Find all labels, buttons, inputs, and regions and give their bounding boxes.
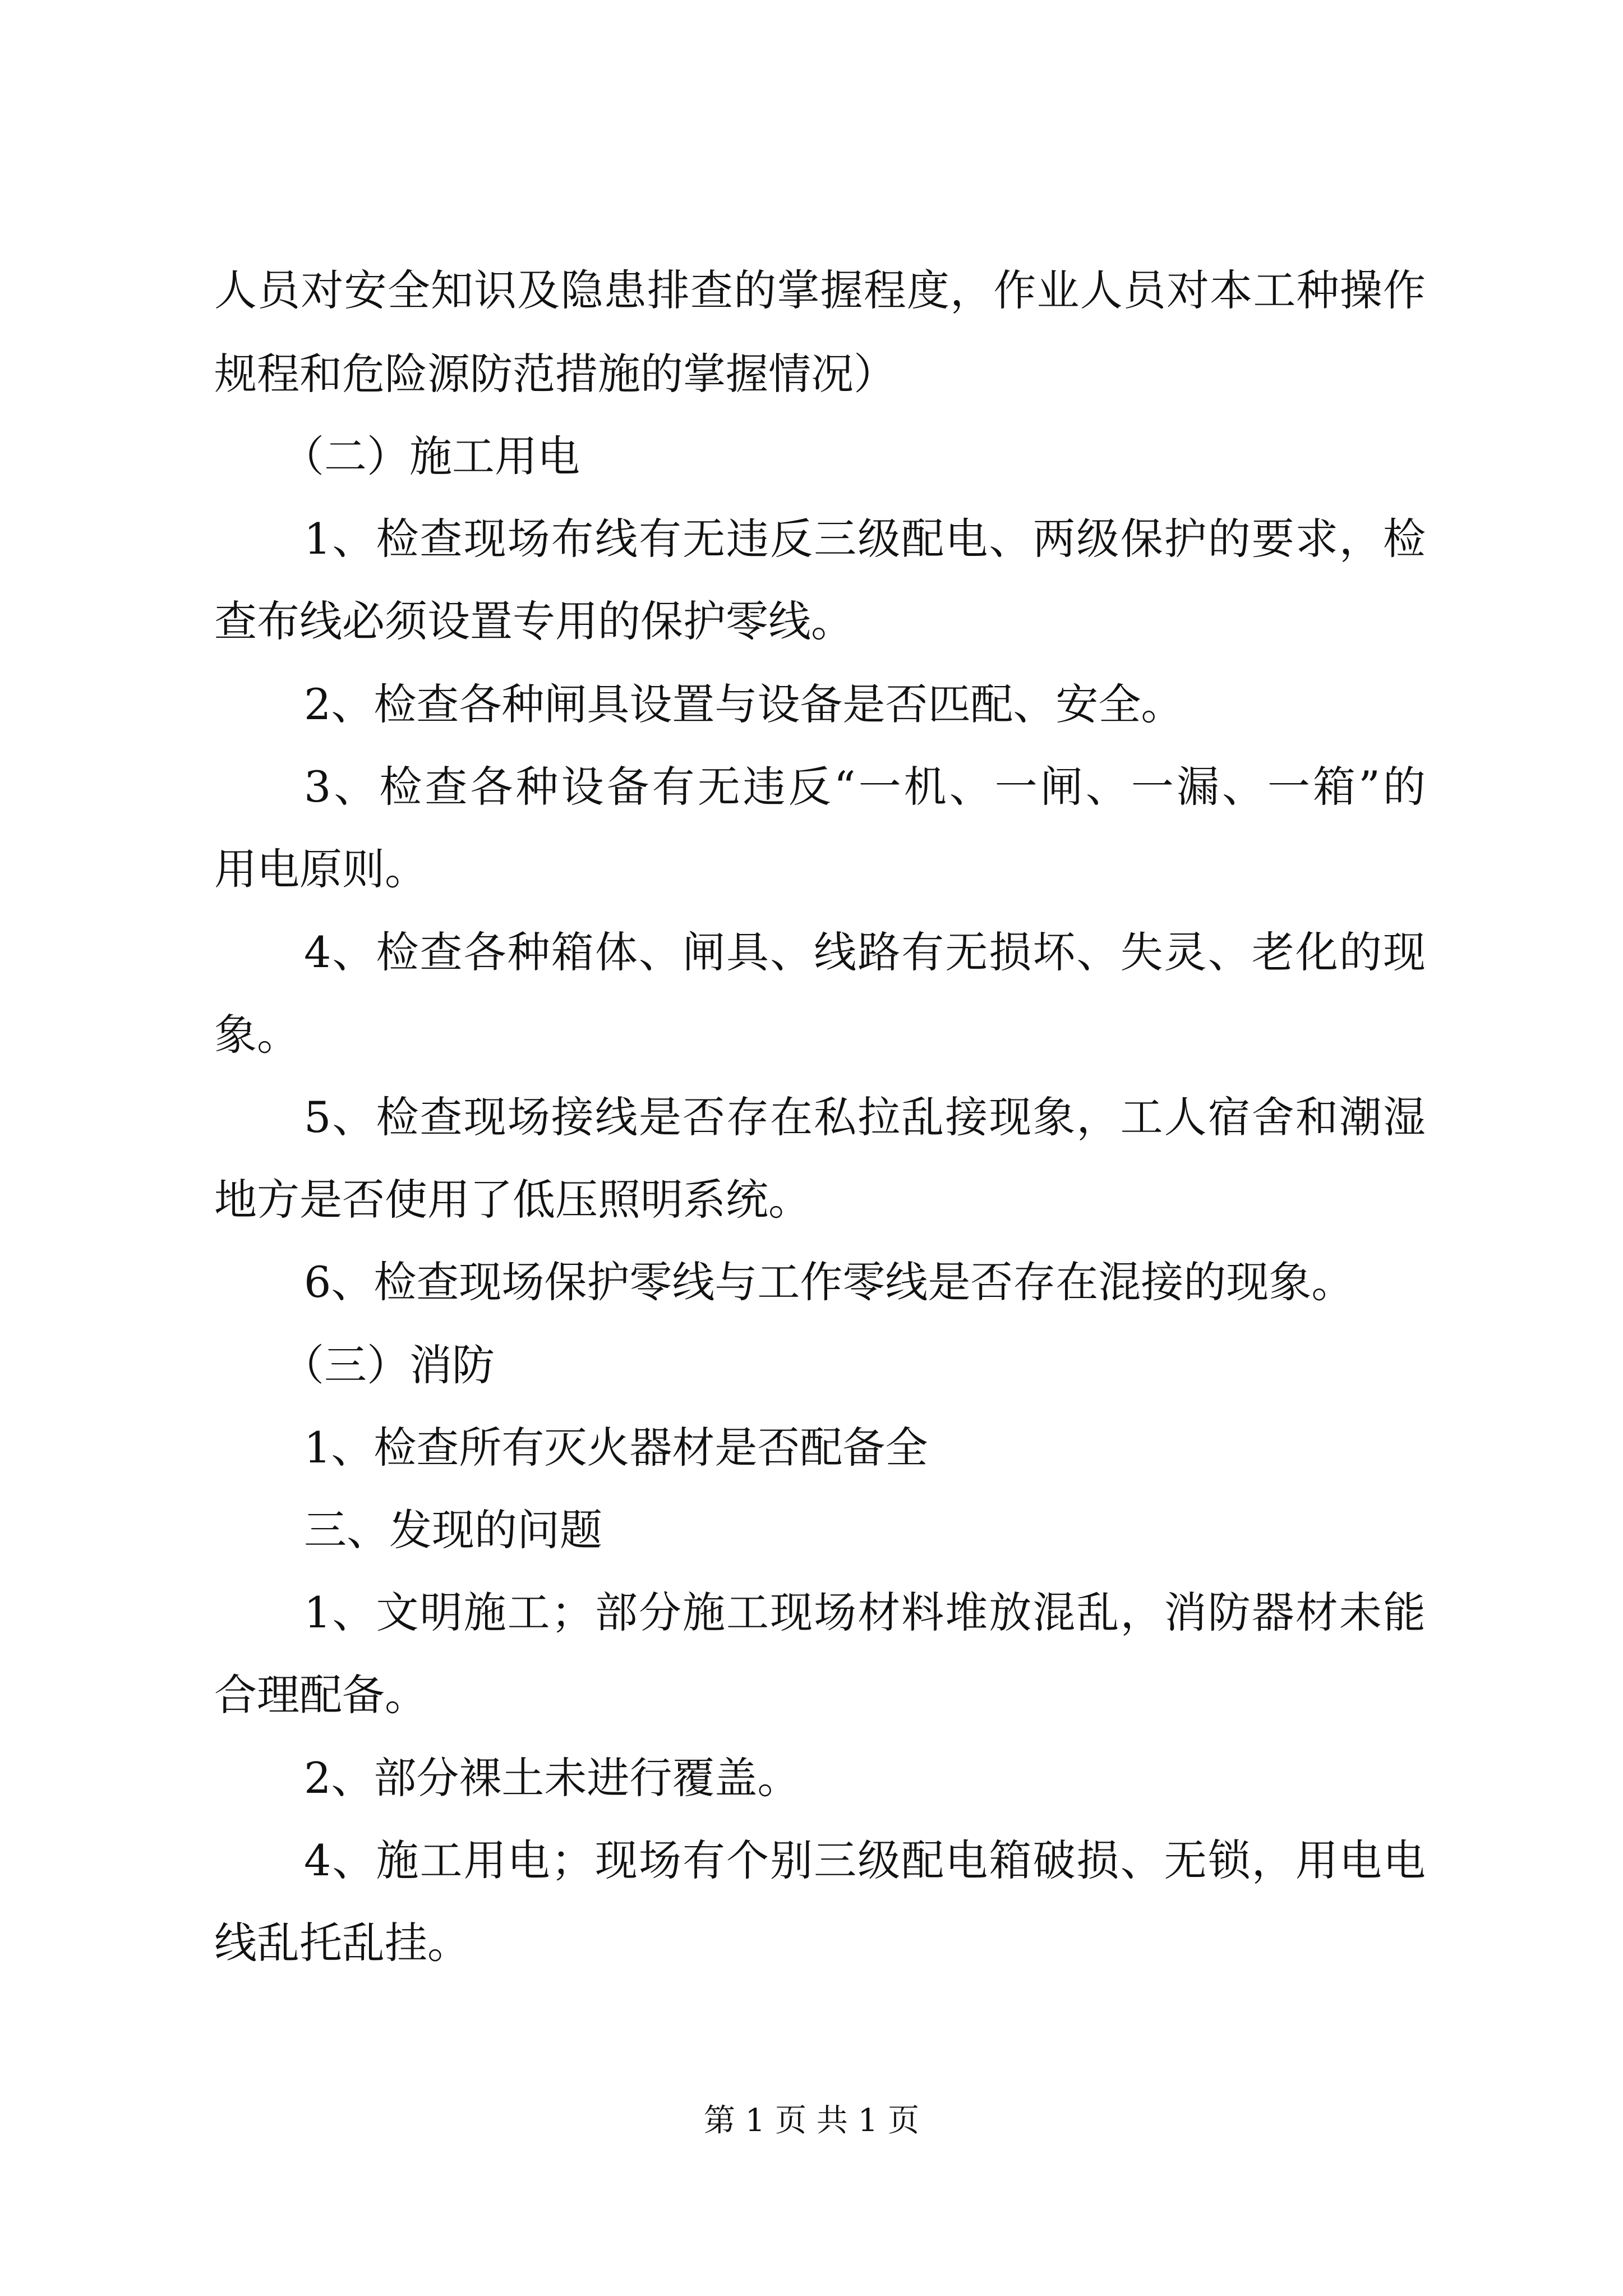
text-line: 人员对安全知识及隐患排查的掌握程度，作业人员对本工种操作 xyxy=(214,265,1426,315)
text-line: 1、文明施工；部分施工现场材料堆放混乱，消防器材未能 xyxy=(304,1588,1426,1637)
text-line: 2、部分裸土未进行覆盖。 xyxy=(304,1753,800,1803)
text-line: 线乱托乱挂。 xyxy=(214,1918,470,1968)
text-line: 2、检查各种闸具设置与设备是否匹配、安全。 xyxy=(304,679,1184,729)
page-footer: 第 1 页 共 1 页 xyxy=(703,2102,920,2139)
text-line: 用电原则。 xyxy=(214,844,427,894)
text-line: 3、检查各种设备有无违反“一机、一闸、一漏、一箱”的 xyxy=(304,762,1426,812)
section-heading: （二）施工用电 xyxy=(282,431,580,481)
text-line: 5、检查现场接线是否存在私拉乱接现象，工人宿舍和潮湿 xyxy=(304,1092,1426,1142)
text-line: 查布线必须设置专用的保护零线。 xyxy=(214,596,854,646)
text-line: 1、检查现场布线有无违反三级配电、两级保护的要求，检 xyxy=(304,514,1426,564)
text-line: 地方是否使用了低压照明系统。 xyxy=(214,1175,811,1225)
section-heading: （三）消防 xyxy=(282,1340,495,1390)
text-line: 4、检查各种箱体、闸具、线路有无损坏、失灵、老化的现 xyxy=(304,927,1426,977)
text-line: 象。 xyxy=(214,1010,299,1060)
text-line: 规程和危险源防范措施的掌握情况） xyxy=(214,349,896,399)
text-line: 4、施工用电；现场有个别三级配电箱破损、无锁，用电电 xyxy=(304,1835,1426,1885)
text-line: 合理配备。 xyxy=(214,1670,427,1720)
text-line: 1、检查所有灭火器材是否配备全 xyxy=(304,1423,928,1473)
text-line: 6、检查现场保护零线与工作零线是否存在混接的现象。 xyxy=(304,1257,1354,1307)
section-heading: 三、发现的问题 xyxy=(304,1505,602,1555)
